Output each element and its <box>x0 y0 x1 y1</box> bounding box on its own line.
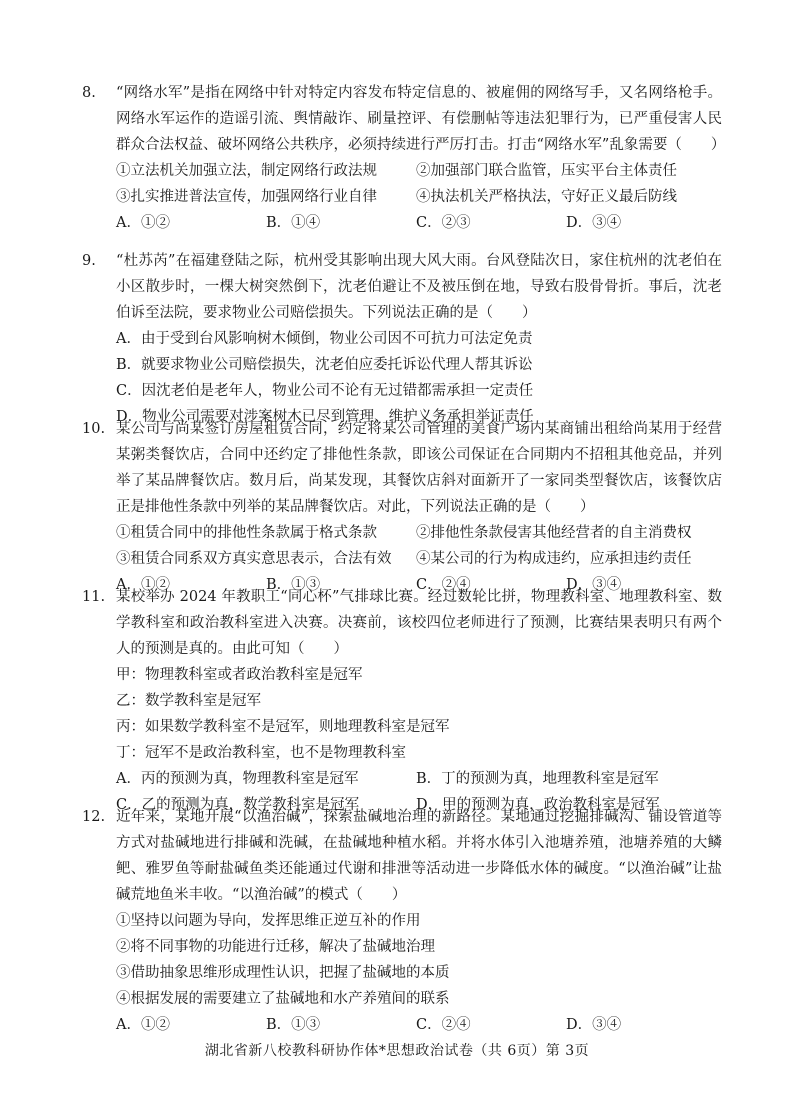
statement-list <box>116 520 722 572</box>
option-a[interactable]: A．由于受到台风影响树木倾倒，物业公司因不可抗力可法定免责 <box>116 331 533 347</box>
statement-item: ①立法机关加强立法，制定网络行政法规 <box>116 163 377 179</box>
question-stem: “杜苏芮”在福建登陆之际，杭州受其影响出现大风大雨。台风登陆次日，家住杭州的沈老伯在小区散步时，一棵大树突然倒下，沈老伯避让不及被压倒在地，导致右股骨骨折。事后，沈老伯诉至法院，要求物业公司赔偿损失。下列说法正确的是（ ） <box>116 253 722 321</box>
question-stem: “网络水军”是指在网络中针对特定内容发布特定信息的、被雇佣的网络写手，又名网络枪手。网络水军运作的造谣引流、舆情敲诈、刷量控评、有偿删帖等违法犯罪行为，已严重侵害人民群众合法权益、破坏网络公共秩序，必须持续进行严厉打击。打击“网络水军”乱象需要（ ） <box>116 85 726 153</box>
option-d[interactable]: D．甲的预测为真，政治教科室是冠军 <box>416 797 660 813</box>
question-number: 9. <box>82 253 96 269</box>
question-stem: 某公司与尚某签订房屋租赁合同，约定将某公司管理的美食广场内某商铺出租给尚某用于经营某粥类餐饮店，合同中还约定了排他性条款，即该公司保证在合同期内不招租其他竞品，并列举了某品牌餐饮店。数月后，尚某发现，其餐饮店斜对面新开了一家同类型餐饮店，该餐饮店正是排他性条款中列举的某品牌餐饮店。对此，下列说法正确的是（ ） <box>116 421 722 515</box>
option-b[interactable]: B．就要求物业公司赔偿损失，沈老伯应委托诉讼代理人帮其诉讼 <box>116 357 533 373</box>
prediction-line: 甲：物理教科室或者政治教科室是冠军 <box>116 667 363 683</box>
option-a[interactable]: A．丙的预测为真，物理教科室是冠军 <box>116 771 359 787</box>
question-number: 8. <box>82 85 96 101</box>
statement-item: ①坚持以问题为导向，发挥思维正逆互补的作用 <box>116 913 421 929</box>
option-a[interactable]: A．①② <box>116 1017 170 1033</box>
question-number: 12. <box>82 809 106 825</box>
statement-item: ③扎实推进普法宣传，加强网络行业自律 <box>116 189 377 205</box>
option-d[interactable]: D．物业公司需要对涉案树木已尽到管理、维护义务承担举证责任 <box>116 409 534 425</box>
option-c[interactable]: C．乙的预测为真，数学教科室是冠军 <box>116 797 360 813</box>
question-number: 10. <box>82 421 106 437</box>
statement-list <box>116 158 722 210</box>
prediction-line: 乙：数学教科室是冠军 <box>116 693 261 709</box>
option-b[interactable]: B．丁的预测为真，地理教科室是冠军 <box>416 771 659 787</box>
question-number: 11. <box>82 589 106 605</box>
option-c[interactable]: C．因沈老伯是老年人，物业公司不论有无过错都需承担一定责任 <box>116 383 534 399</box>
option-d[interactable]: D．③④ <box>566 1017 622 1033</box>
option-c[interactable]: C．②③ <box>416 215 471 231</box>
question-12 <box>82 804 722 1038</box>
option-b[interactable]: B．①④ <box>266 215 321 231</box>
question-10 <box>82 416 722 598</box>
question-9 <box>82 248 722 430</box>
answer-options <box>116 1012 722 1038</box>
statement-item: ②排他性条款侵害其他经营者的自主消费权 <box>416 525 692 541</box>
statement-item: ③借助抽象思维形成理性认识，把握了盐碱地的本质 <box>116 965 450 981</box>
statement-item: ④根据发展的需要建立了盐碱地和水产养殖间的联系 <box>116 991 450 1007</box>
option-d[interactable]: D．③④ <box>566 577 622 593</box>
option-b[interactable]: B．①③ <box>266 577 321 593</box>
option-a[interactable]: A．①② <box>116 577 170 593</box>
page-footer: 湖北省新八校教科研协作体*思想政治试卷（共 6页）第 3页 <box>204 1043 590 1059</box>
statement-item: ①租赁合同中的排他性条款属于格式条款 <box>116 525 377 541</box>
option-c[interactable]: C．②④ <box>416 577 471 593</box>
statement-item: ②将不同事物的功能进行迁移，解决了盐碱地治理 <box>116 939 435 955</box>
option-a[interactable]: A．①② <box>116 215 170 231</box>
question-stem: 某校举办 2024 年教职工“同心杯”气排球比赛。经过数轮比拼，物理教科室、地理教科室、数学教科室和政治教科室进入决赛。决赛前，该校四位老师进行了预测，比赛结果表明只有两个人的预测是真的。由此可知（ ） <box>116 589 722 657</box>
statement-item: ③租赁合同系双方真实意思表示，合法有效 <box>116 551 392 567</box>
prediction-line: 丁：冠军不是政治教科室，也不是物理教科室 <box>116 745 406 761</box>
question-8 <box>82 80 726 236</box>
prediction-line: 丙：如果数学教科室不是冠军，则地理教科室是冠军 <box>116 719 450 735</box>
option-b[interactable]: B．①③ <box>266 1017 321 1033</box>
statement-item: ②加强部门联合监管，压实平台主体责任 <box>416 163 677 179</box>
statement-item: ④某公司的行为构成违约，应承担违约责任 <box>416 551 692 567</box>
option-d[interactable]: D．③④ <box>566 215 622 231</box>
option-c[interactable]: C．②④ <box>416 1017 471 1033</box>
question-11 <box>82 584 722 818</box>
answer-options <box>116 210 722 236</box>
statement-item: ④执法机关严格执法，守好正义最后防线 <box>416 189 677 205</box>
question-stem: 近年来，某地开展“以渔治碱”，探索盐碱地治理的新路径。某地通过挖掘排碱沟、铺设管道等方式对盐碱地进行排碱和洗碱，在盐碱地种植水稻。并将水体引入池塘养殖，池塘养殖的大鳞鲃、雅罗鱼等耐盐碱鱼类还能通过代谢和排泄等活动进一步降低水体的碱度。“以渔治碱”让盐碱荒地鱼米丰收。“以渔治碱”的模式（ ） <box>116 809 722 903</box>
